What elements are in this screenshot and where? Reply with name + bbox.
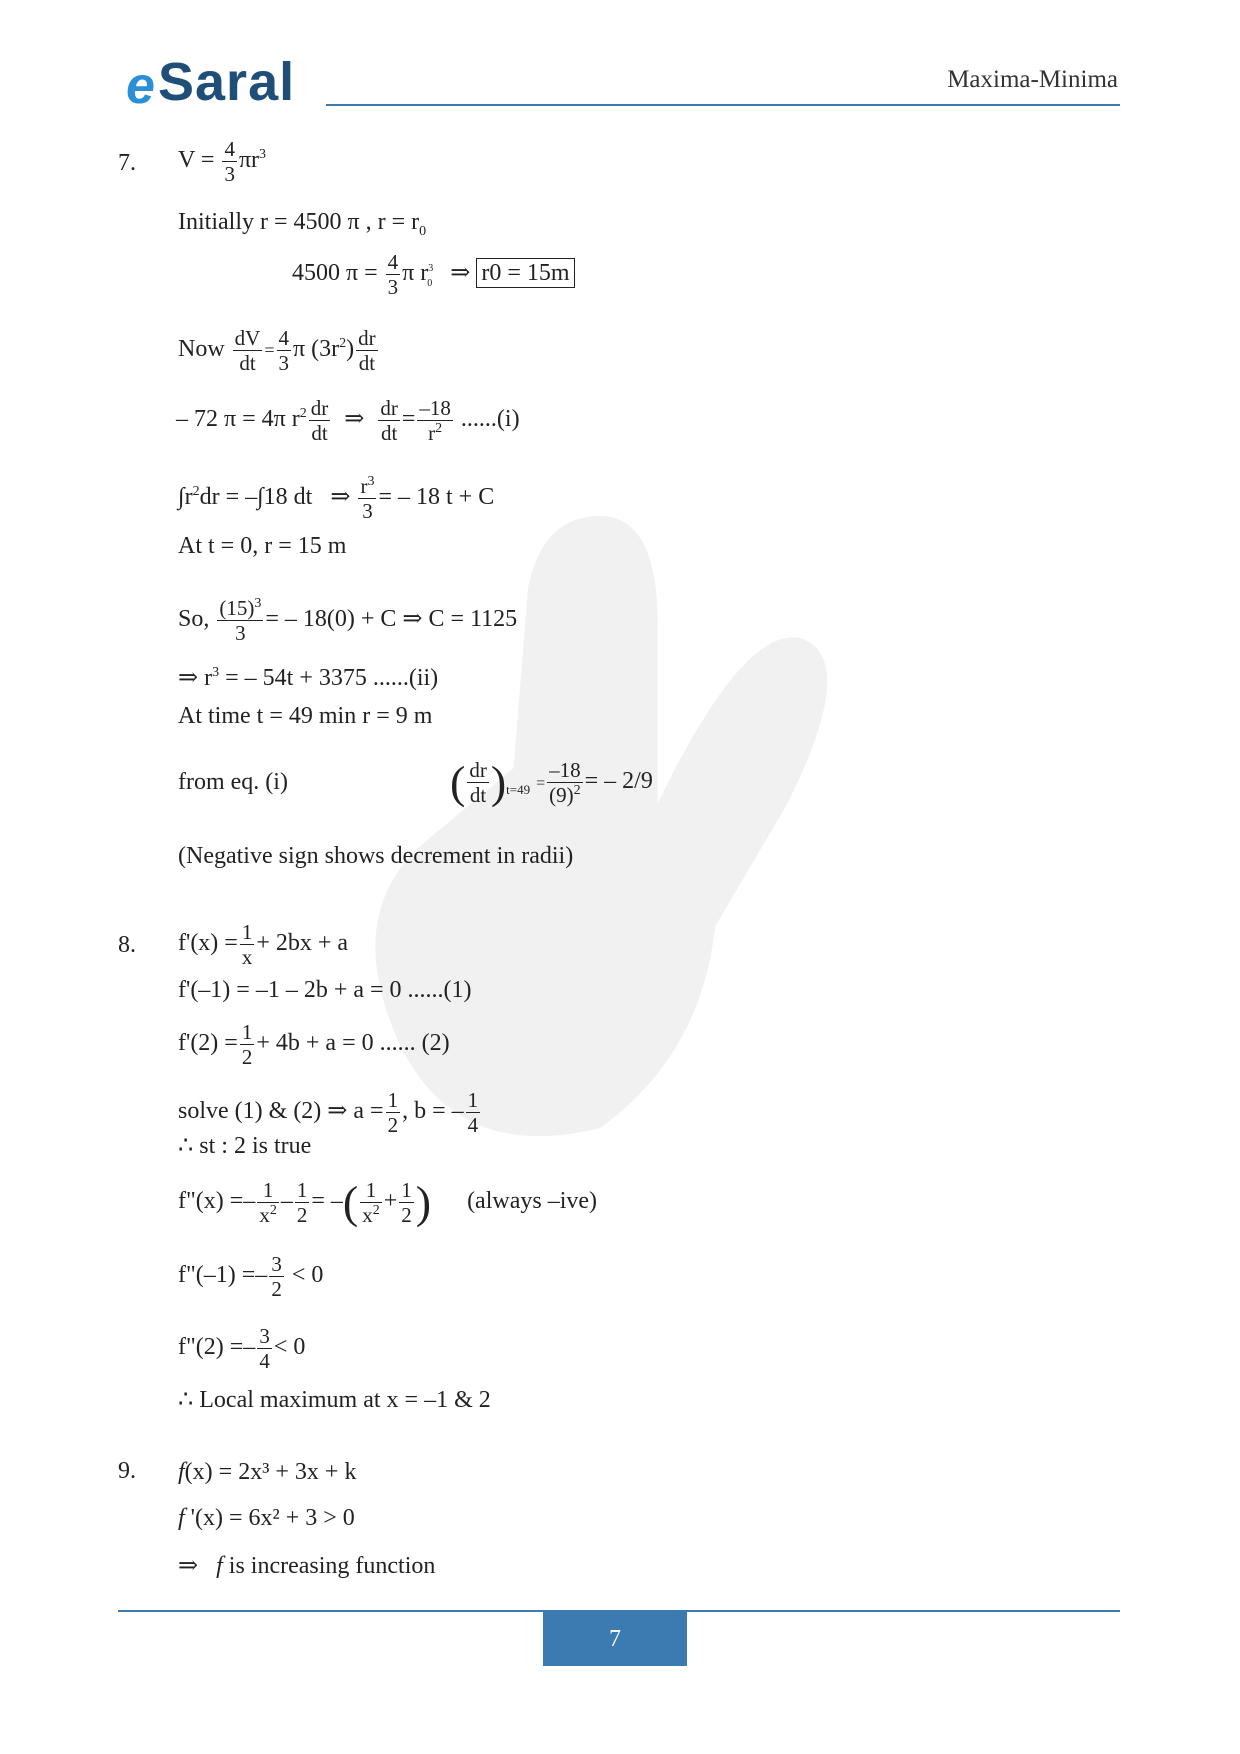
text: + 2bx + a (256, 930, 349, 957)
fraction: $\frac{4}{3}$ (387, 250, 399, 300)
fraction: $\frac{(15)^3}{3}$ (219, 596, 262, 646)
boxed-answer: r0 = 15m (476, 258, 574, 288)
text: πr (238, 147, 260, 174)
text: = – 18(0) + C ⇒ C = 1125 (265, 606, 518, 633)
text: f'(x) = (178, 930, 238, 957)
chapter-title: Maxima-Minima (947, 66, 1118, 93)
text: So, (178, 606, 210, 633)
q8-eq-1: f'(–1) = –1 – 2b + a = 0 ......(1) (178, 977, 472, 1003)
q7-equation-ii: ⇒ $r^3$ = – 54t + 3375 ......(ii) (178, 665, 439, 691)
fraction: $\frac{dr}{dt}$ (380, 396, 398, 446)
text: solve (1) & (2) ⇒ a = (178, 1098, 384, 1125)
text: = – 18 t + C (378, 484, 495, 511)
fraction: $\frac{-18}{r^2}$ (419, 396, 451, 446)
text: = – 2/9 (584, 768, 653, 795)
q8-eq-2 (178, 1020, 450, 1069)
function-symbol: f (178, 1505, 185, 1531)
fraction: $\frac{1}{x}$ (241, 920, 253, 970)
text: (always –ive) (467, 1188, 598, 1215)
text: dr = –∫18 dt (199, 484, 313, 511)
fraction: $\frac{1}{2}$ (401, 1178, 412, 1228)
text: f"(2) =– (178, 1334, 256, 1361)
function-symbol: f (216, 1553, 223, 1579)
page-number: 7 (543, 1612, 687, 1666)
text: < 0 (291, 1262, 324, 1289)
text: V = (178, 147, 215, 174)
fraction: $\frac{3}{4}$ (259, 1324, 270, 1374)
text: ⇒ r (178, 665, 213, 691)
question-number: 7. (118, 150, 136, 176)
text: Now (178, 336, 225, 363)
fraction: $\frac{1}{4}$ (467, 1088, 479, 1138)
text: f"(x) =– (178, 1188, 256, 1215)
q9-conclusion (178, 1554, 435, 1578)
text: = – 54t + 3375 ......(ii) (219, 665, 439, 691)
q8-conclusion: ∴ Local maximum at x = –1 & 2 (178, 1387, 491, 1413)
question-number: 8. (118, 932, 136, 958)
text: , b = – (402, 1098, 464, 1125)
fraction: $\frac{r^3}{3}$ (360, 474, 375, 524)
q8-f-2 (178, 1324, 305, 1373)
text: from eq. (i) (178, 769, 288, 795)
fraction: $\frac{1}{x^2}$ (362, 1178, 380, 1228)
text: π (3r (293, 336, 340, 363)
q8-derivative (178, 920, 348, 969)
q7-constant (178, 596, 517, 645)
q9-derivative (178, 1506, 355, 1530)
fraction: $\frac{dr}{dt}$ (310, 396, 329, 446)
q8-second-derivative: f"(x) =– $\frac{1}{x^2}$ – $\frac{1}{2}$ = –( $\frac{1}{x^2}$ + $\frac{1}{2}$ ) (always –ive) (178, 1176, 598, 1228)
text: f"(–1) =– (178, 1262, 268, 1289)
q7-time-condition: At time t = 49 min r = 9 m (178, 703, 433, 729)
fraction: $\frac{1}{2}$ (296, 1178, 308, 1228)
q7-from-eq-i (178, 770, 288, 794)
implies-arrow: ⇒ (330, 484, 351, 511)
q8-statement: ∴ st : 2 is true (178, 1133, 312, 1159)
fraction: $\frac{dr}{dt}$ (358, 326, 376, 376)
q7-dv-dt: Now $\frac{dV}{dt}$ = $\frac{4}{3}$ π $(3r^2)$ $\frac{dr}{dt}$ (178, 326, 376, 376)
text: Initially r = 4500 π , r = r (178, 209, 420, 235)
function-symbol: f (178, 1459, 185, 1485)
text: < 0 (273, 1334, 306, 1361)
q8-solve (178, 1088, 482, 1137)
implies-arrow: ⇒ (450, 260, 471, 287)
equation-label: ......(i) (460, 406, 520, 433)
text: 4500 π = (292, 260, 378, 287)
fraction: $\frac{-18}{(9)^2}$ (549, 758, 581, 808)
fraction: $\frac{dV}{dt}$ (234, 326, 261, 376)
fraction: $\frac{3}{2}$ (271, 1252, 282, 1302)
q9-function (178, 1460, 356, 1484)
logo-text: Saral (158, 52, 296, 112)
q7-r0-solve: 4500 π = $\frac{4}{3}$ π $r^3_0$ ⇒ r0 = 15m (292, 250, 575, 299)
q7-integral: $\int r^2dr = -\int 18$ dt ⇒ $\frac{r^3}{3}$ = – 18 t + C (178, 474, 495, 524)
q7-volume-formula: V = $\frac{4}{3}$ $\pi r^3$ (178, 137, 267, 187)
header-divider (326, 104, 1120, 106)
text: f'(2) = (178, 1030, 238, 1057)
text: – 72 π = 4π r (176, 406, 300, 433)
logo-e: e (126, 57, 155, 115)
text: π r (402, 260, 429, 287)
implies-arrow: ⇒ (178, 1553, 199, 1579)
fraction: $\frac{dr}{dt}$ (469, 758, 487, 808)
q7-dr-dt: – 72 π = 4π $r^2$ $\frac{dr}{dt}$ ⇒ $\frac{dr}{dt}$ = $\frac{-18}{r^2}$ ......(i) (176, 396, 520, 446)
q7-note: (Negative sign shows decrement in radii) (178, 843, 574, 869)
q7-initial-condition: At t = 0, r = 15 m (178, 533, 347, 559)
text: = (264, 340, 275, 361)
text: (x) = 2x³ + 3x + k (184, 1459, 357, 1485)
text: + 4b + a = 0 ...... (2) (256, 1030, 450, 1057)
subscript: t=49 (506, 781, 531, 797)
text: is increasing function (222, 1553, 436, 1579)
text: '(x) = 6x² + 3 > 0 (184, 1505, 355, 1531)
fraction: $\frac{4}{3}$ (224, 137, 235, 187)
question-number: 9. (118, 1458, 136, 1484)
fraction: $\frac{1}{2}$ (241, 1020, 253, 1070)
fraction: $\frac{1}{x^2}$ (259, 1178, 277, 1228)
text: ∫r (178, 484, 193, 511)
fraction: $\frac{4}{3}$ (278, 326, 289, 376)
q8-f-minus-1 (178, 1252, 323, 1301)
q7-initially: Initially r = 4500 π , $r = r_0$ (178, 209, 427, 239)
text: = – (311, 1188, 343, 1215)
implies-arrow: ⇒ (344, 406, 365, 433)
q7-rate-result: ( $\frac{dr}{dt}$ )$_{t=49}$ = $\frac{-18}{(9)^2}$ = – 2/9 (450, 756, 653, 808)
fraction: $\frac{1}{2}$ (387, 1088, 399, 1138)
